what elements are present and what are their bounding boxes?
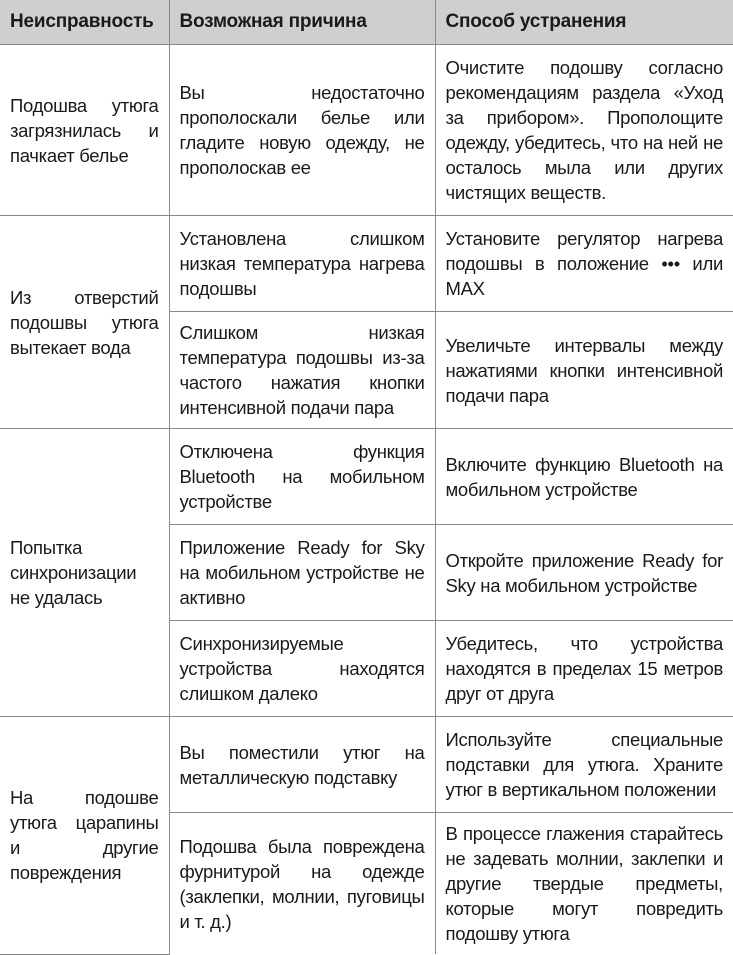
remedy-cell: Увеличьте интервалы между нажатиями кнопки интенсивной подачи пара [435,312,733,429]
cause-cell: Синхронизируемые устройства находятся слишком далеко [169,621,435,717]
cause-cell: Слишком низкая температура подошвы из-за частого нажатия кнопки интенсивной подачи пара [169,312,435,429]
table-row [0,216,733,312]
remedy-cell: В процессе глажения старайтесь не задевать молнии, заклепки и другие твердые предметы, которые могут повредить подошву утюга [435,813,733,955]
remedy-cell: Установите регулятор нагрева подошвы в положение ••• или MAX [435,216,733,312]
fault-cell: На подошве утюга царапины и другие повреждения [0,717,169,955]
cause-cell: Подошва была повреждена фурнитурой на одежде (заклепки, молнии, пуговицы и т. д.) [169,813,435,955]
cause-cell: Отключена функция Bluetooth на мобильном устройстве [169,429,435,525]
cause-cell: Приложение Ready for Sky на мобильном устройстве не активно [169,525,435,621]
fault-cell: Попытка синхронизации не удалась [0,429,169,717]
remedy-cell: Очистите подошву согласно рекомендациям раздела «Уход за прибором». Прополощите одежду, убедитесь, что на ней не осталось мыла или других чистящих веществ. [435,45,733,216]
header-remedy: Способ устранения [435,0,733,45]
header-fault: Неисправность [0,0,169,45]
cause-cell: Установлена слишком низкая температура нагрева подошвы [169,216,435,312]
remedy-cell: Включите функцию Bluetooth на мобильном устройстве [435,429,733,525]
header-row [0,0,733,45]
cause-cell: Вы поместили утюг на металлическую подставку [169,717,435,813]
cause-cell: Вы недостаточно прополоскали белье или гладите новую одежду, не прополоскав ее [169,45,435,216]
table-row [0,717,733,813]
table-row [0,429,733,525]
remedy-cell: Откройте приложение Ready for Sky на мобильном устройстве [435,525,733,621]
table-body [0,45,733,955]
header-cause: Возможная причина [169,0,435,45]
fault-cell: Из отверстий подошвы утюга вытекает вода [0,216,169,429]
fault-cell: Подошва утюга загрязнилась и пачкает белье [0,45,169,216]
table-row [0,45,733,216]
table-header [0,0,733,45]
remedy-cell: Используйте специальные подставки для утюга. Храните утюг в вертикальном положении [435,717,733,813]
remedy-cell: Убедитесь, что устройства находятся в пределах 15 метров друг от друга [435,621,733,717]
